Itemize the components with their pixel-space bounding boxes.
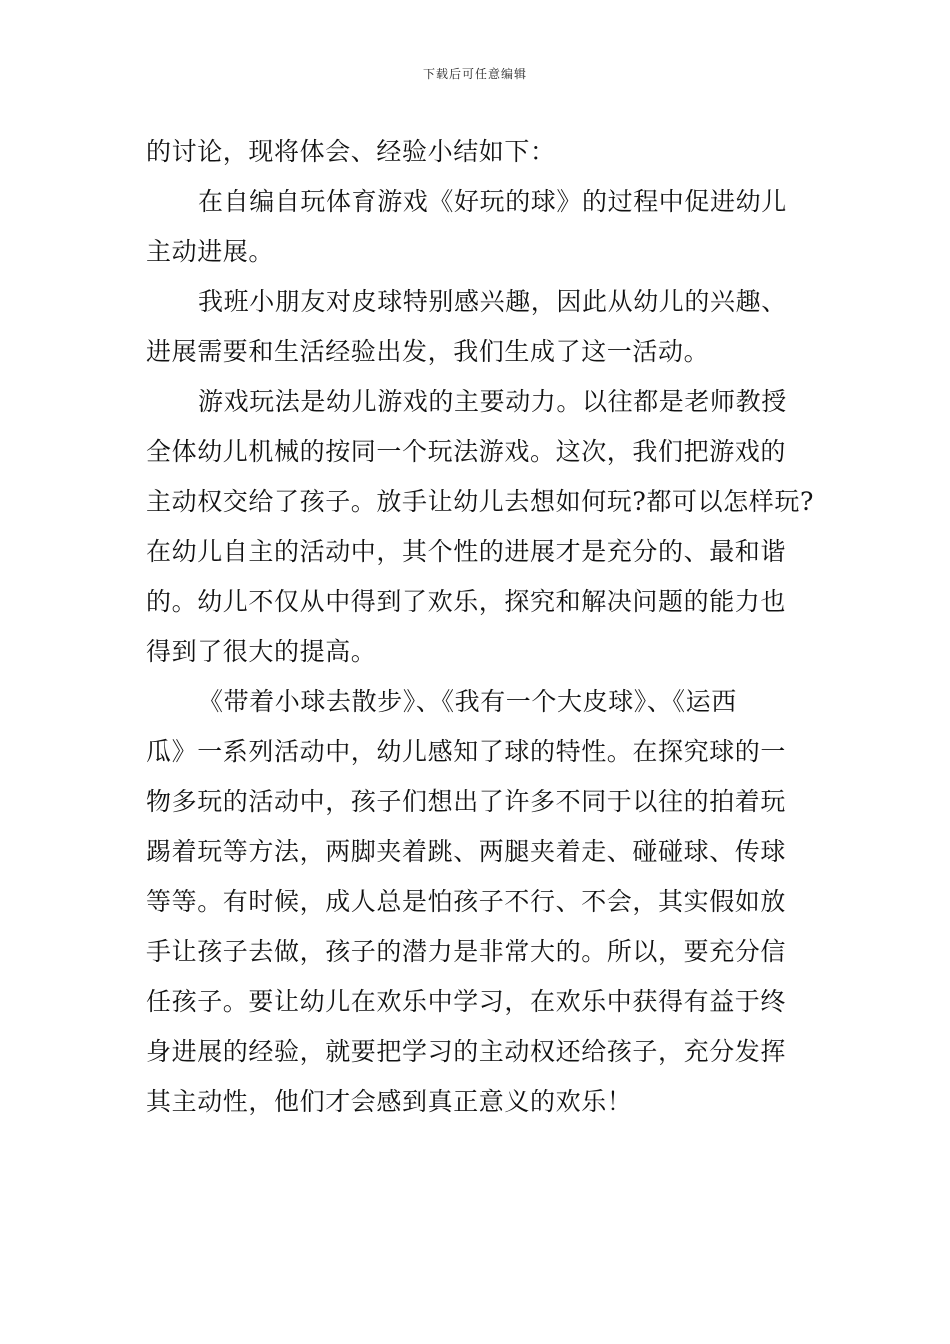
- text-line: 物多玩的活动中，孩子们想出了许多不同于以往的拍着玩: [146, 787, 787, 816]
- text-line: 其主动性，他们才会感到真正意义的欢乐！: [146, 1087, 633, 1116]
- text-line: 的讨论，现将体会、经验小结如下：: [146, 137, 556, 166]
- text-line: 主动进展。: [146, 237, 275, 266]
- text-line: 进展需要和生活经验出发，我们生成了这一活动。: [146, 337, 710, 366]
- text-line: 游戏玩法是幼儿游戏的主要动力。以往都是老师教授: [198, 387, 787, 416]
- text-line: 《带着小球去散步》、《我有一个大皮球》、《运西: [198, 687, 737, 716]
- text-line: 我班小朋友对皮球特别感兴趣，因此从幼儿的兴趣、: [198, 287, 787, 316]
- text-line: 瓜》一系列活动中，幼儿感知了球的特性。在探究球的一: [146, 737, 787, 766]
- text-line: 身进展的经验，就要把学习的主动权还给孩子，充分发挥: [146, 1037, 787, 1066]
- text-line: 得到了很大的提高。: [146, 637, 377, 666]
- text-line: 任孩子。要让幼儿在欢乐中学习，在欢乐中获得有益于终: [146, 987, 787, 1016]
- text-line: 等等。有时候，成人总是怕孩子不行、不会，其实假如放: [146, 887, 787, 916]
- text-line: 在幼儿自主的活动中，其个性的进展才是充分的、最和谐: [146, 537, 787, 566]
- page-header: 下载后可任意编辑: [422, 67, 527, 81]
- text-line: 手让孩子去做，孩子的潜力是非常大的。所以，要充分信: [146, 937, 787, 966]
- text-line: 在自编自玩体育游戏《好玩的球》的过程中促进幼儿: [198, 187, 787, 216]
- text-line: 踢着玩等方法，两脚夹着跳、两腿夹着走、碰碰球、传球: [146, 837, 787, 866]
- body-text: [146, 127, 826, 1127]
- text-line: 全体幼儿机械的按同一个玩法游戏。这次，我们把游戏的: [146, 437, 787, 466]
- text-line: 主动权交给了孩子。放手让幼儿去想如何玩?都可以怎样玩?: [146, 487, 815, 516]
- text-line: 的。幼儿不仅从中得到了欢乐，探究和解决问题的能力也: [146, 587, 787, 616]
